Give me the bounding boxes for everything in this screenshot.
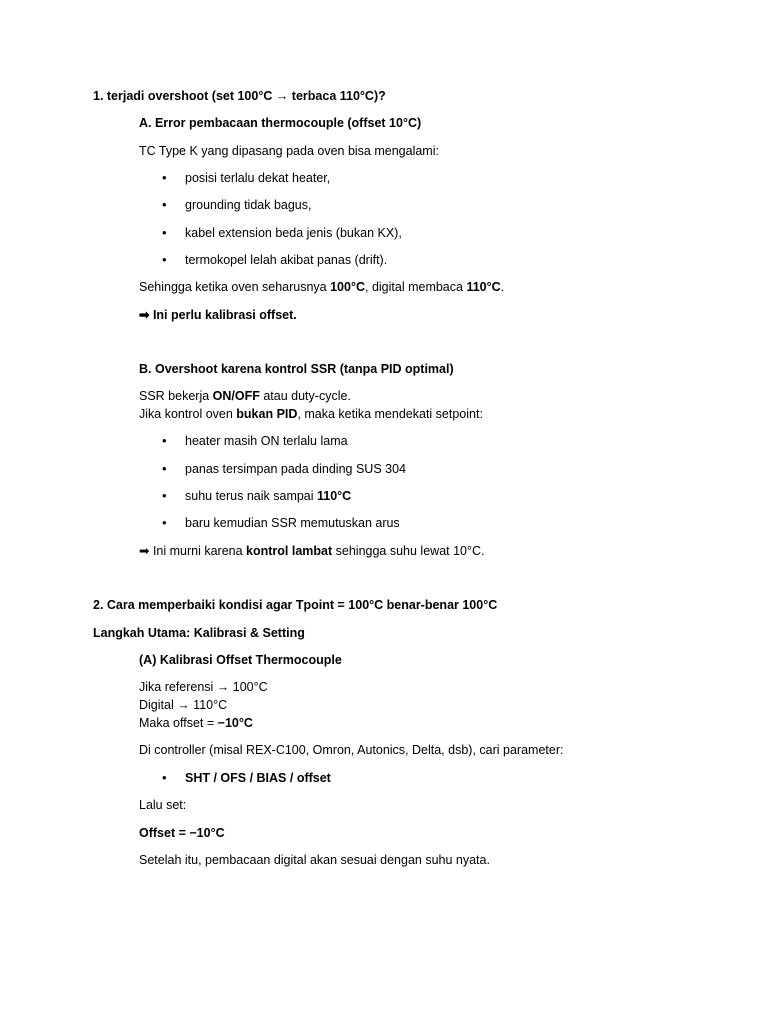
list-item: grounding tidak bagus, [185, 198, 312, 212]
section-1a-result [139, 278, 504, 296]
section-1a-intro: TC Type K yang dipasang pada oven bisa mengalami: [139, 144, 439, 158]
bullet-icon: • [162, 433, 167, 448]
list-item: panas tersimpan pada dinding SUS 304 [185, 462, 406, 476]
list-item: heater masih ON terlalu lama [185, 434, 348, 448]
section-2-heading: 2. Cara memperbaiki kondisi agar Tpoint = 100°C benar-benar 100°C [93, 598, 498, 612]
section-1b-note [139, 542, 485, 560]
conclusion-line: Setelah itu, pembacaan digital akan sesuai dengan suhu nyata. [139, 853, 490, 867]
controller-line: Di controller (misal REX-C100, Omron, Autonics, Delta, dsb), cari parameter: [139, 743, 564, 757]
line-text: Jika kontrol oven [139, 407, 237, 421]
list-item: kabel extension beda jenis (bukan KX), [185, 226, 402, 240]
note-text: sehingga suhu lewat 10°C. [332, 544, 485, 558]
note-text: ➡ Ini murni karena [139, 544, 247, 558]
section-1b-line2 [139, 405, 483, 423]
line-emphasis: bukan PID [236, 407, 298, 421]
section-1-heading: 1. terjadi overshoot (set 100°C → terbaca 110°C)? [93, 89, 386, 103]
bullet-icon: • [162, 488, 167, 503]
line-text: atau duty-cycle. [259, 389, 351, 403]
bullet-icon: • [162, 461, 167, 476]
offset-setting: Offset = −10°C [139, 826, 225, 840]
list-item: baru kemudian SSR memutuskan arus [185, 516, 400, 530]
bullet-icon: • [162, 225, 167, 240]
list-item: termokopel lelah akibat panas (drift). [185, 253, 388, 267]
offset-text: Maka offset = [139, 716, 218, 730]
result-reading: 110°C [466, 280, 501, 294]
offset-value: −10°C [217, 716, 253, 730]
bullet-icon: • [162, 170, 167, 185]
section-2a-title: (A) Kalibrasi Offset Thermocouple [139, 653, 342, 667]
bullet-icon: • [162, 197, 167, 212]
result-setpoint: 100°C [330, 280, 365, 294]
result-text: , digital membaca [365, 280, 467, 294]
list-item [185, 487, 351, 505]
item-text: suhu terus naik sampai [185, 489, 318, 503]
section-1a-title: A. Error pembacaan thermocouple (offset 10°C) [139, 116, 422, 130]
line-emphasis: ON/OFF [212, 389, 260, 403]
reference-line: Jika referensi → 100°C [139, 680, 268, 694]
section-1b-title: B. Overshoot karena kontrol SSR (tanpa PID optimal) [139, 362, 454, 376]
parameter-item: SHT / OFS / BIAS / offset [185, 771, 331, 785]
offset-line [139, 714, 253, 732]
bullet-icon: • [162, 770, 167, 785]
section-1a-note: ➡ Ini perlu kalibrasi offset. [139, 308, 297, 322]
list-item: posisi terlalu dekat heater, [185, 171, 331, 185]
result-text: . [500, 280, 505, 294]
lalu-line: Lalu set: [139, 798, 187, 812]
bullet-icon: • [162, 252, 167, 267]
section-1b-line1 [139, 387, 351, 405]
note-emphasis: kontrol lambat [246, 544, 333, 558]
section-2-subheading: Langkah Utama: Kalibrasi & Setting [93, 626, 305, 640]
bullet-icon: • [162, 515, 167, 530]
line-text: SSR bekerja [139, 389, 213, 403]
item-emphasis: 110°C [317, 489, 352, 503]
digital-line: Digital → 110°C [139, 698, 228, 712]
result-text: Sehingga ketika oven seharusnya [139, 280, 331, 294]
line-text: , maka ketika mendekati setpoint: [297, 407, 483, 421]
